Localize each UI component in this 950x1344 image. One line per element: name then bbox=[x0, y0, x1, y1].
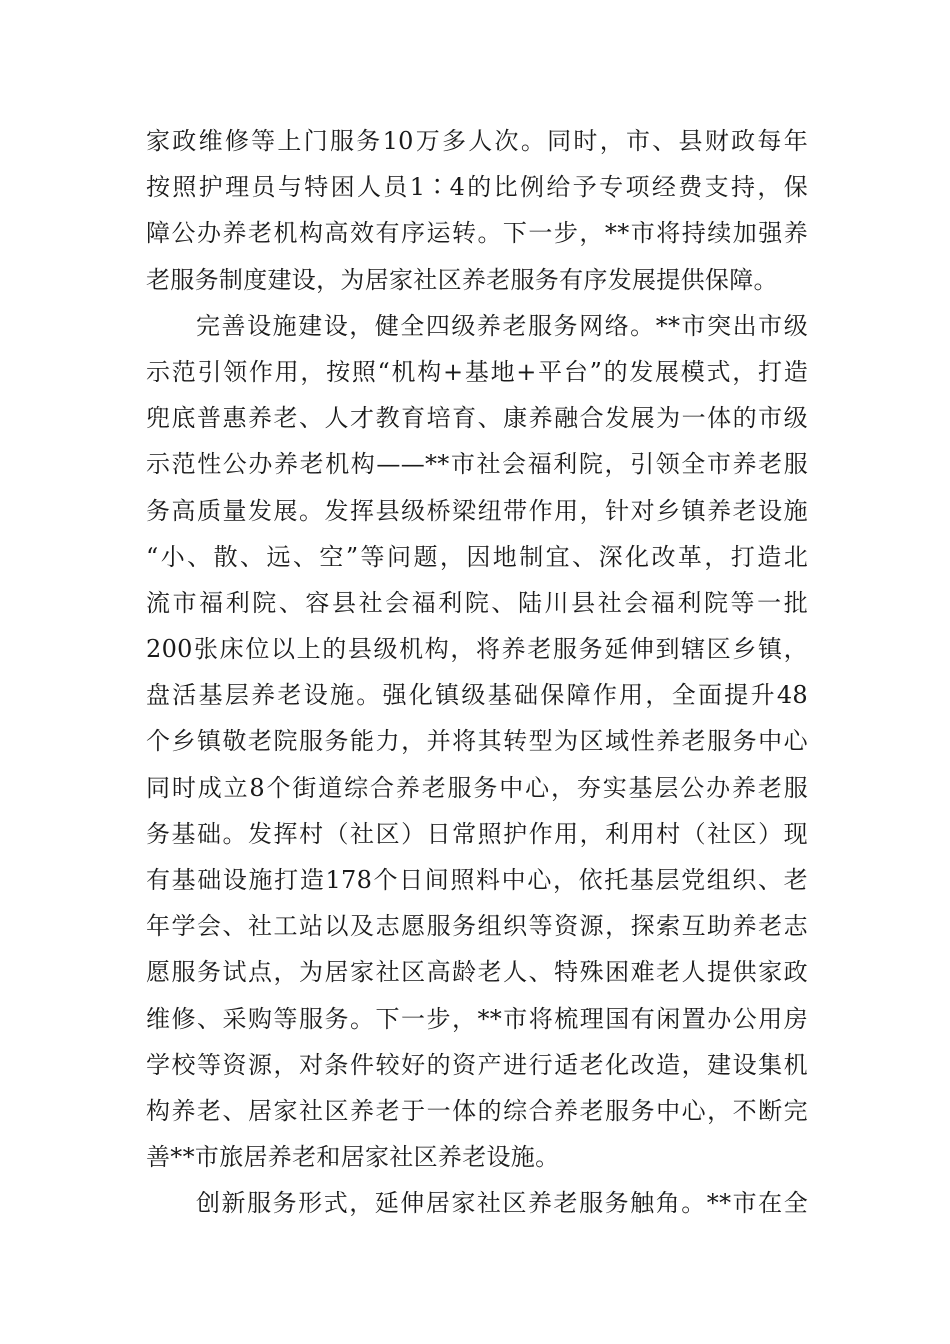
text-line: 年学会、社工站以及志愿服务组织等资源，探索互助养老志 bbox=[146, 912, 808, 941]
text-line: “小、散、远、空”等问题，因地制宜、深化改革，打造北 bbox=[146, 542, 808, 571]
text-line: 个乡镇敬老院服务能力，并将其转型为区域性养老服务中心 bbox=[146, 727, 808, 756]
text-line: 家政维修等上门服务10万多人次。同时，市、县财政每年 bbox=[146, 127, 808, 155]
text-line: 同时成立8个街道综合养老服务中心，夯实基层公办养老服 bbox=[146, 773, 808, 802]
paragraph-2 bbox=[146, 303, 808, 1181]
text-line: 愿服务试点，为居家社区高龄老人、特殊困难老人提供家政 bbox=[146, 958, 808, 987]
text-line: 障公办养老机构高效有序运转。下一步，**市将持续加强养 bbox=[146, 219, 808, 248]
text-line: 盘活基层养老设施。强化镇级基础保障作用，全面提升48 bbox=[146, 681, 808, 710]
text-line: 示范引领作用，按照“机构+基地+平台”的发展模式，打造 bbox=[146, 357, 808, 386]
text-line: 务高质量发展。发挥县级桥梁纽带作用，针对乡镇养老设施 bbox=[146, 496, 808, 525]
paragraph-3 bbox=[146, 1180, 808, 1226]
text-line: 流市福利院、容县社会福利院、陆川县社会福利院等一批 bbox=[146, 588, 808, 617]
text-line: 善**市旅居养老和居家社区养老设施。 bbox=[146, 1143, 560, 1172]
text-line: 构养老、居家社区养老于一体的综合养老服务中心，不断完 bbox=[146, 1096, 808, 1125]
text-line: 创新服务形式，延伸居家社区养老服务触角。**市在全 bbox=[196, 1189, 808, 1218]
document-page bbox=[146, 118, 808, 1227]
text-line: 兜底普惠养老、人才教育培育、康养融合发展为一体的市级 bbox=[146, 404, 808, 433]
text-line: 有基础设施打造178个日间照料中心，依托基层党组织、老 bbox=[146, 866, 808, 894]
text-line: 老服务制度建设，为居家社区养老服务有序发展提供保障。 bbox=[146, 265, 778, 294]
paragraph-1 bbox=[146, 118, 808, 303]
text-line: 按照护理员与特困人员1∶4的比例给予专项经费支持，保 bbox=[146, 173, 808, 202]
text-line: 200张床位以上的县级机构，将养老服务延伸到辖区乡镇， bbox=[146, 635, 808, 664]
text-line: 务基础。发挥村（社区）日常照护作用，利用村（社区）现 bbox=[146, 819, 808, 848]
text-line: 学校等资源，对条件较好的资产进行适老化改造，建设集机 bbox=[146, 1050, 808, 1079]
text-line: 维修、采购等服务。下一步，**市将梳理国有闲置办公用房 bbox=[146, 1004, 808, 1033]
text-line: 完善设施建设，健全四级养老服务网络。**市突出市级 bbox=[196, 311, 808, 340]
text-line: 示范性公办养老机构——**市社会福利院，引领全市养老服 bbox=[146, 450, 808, 479]
